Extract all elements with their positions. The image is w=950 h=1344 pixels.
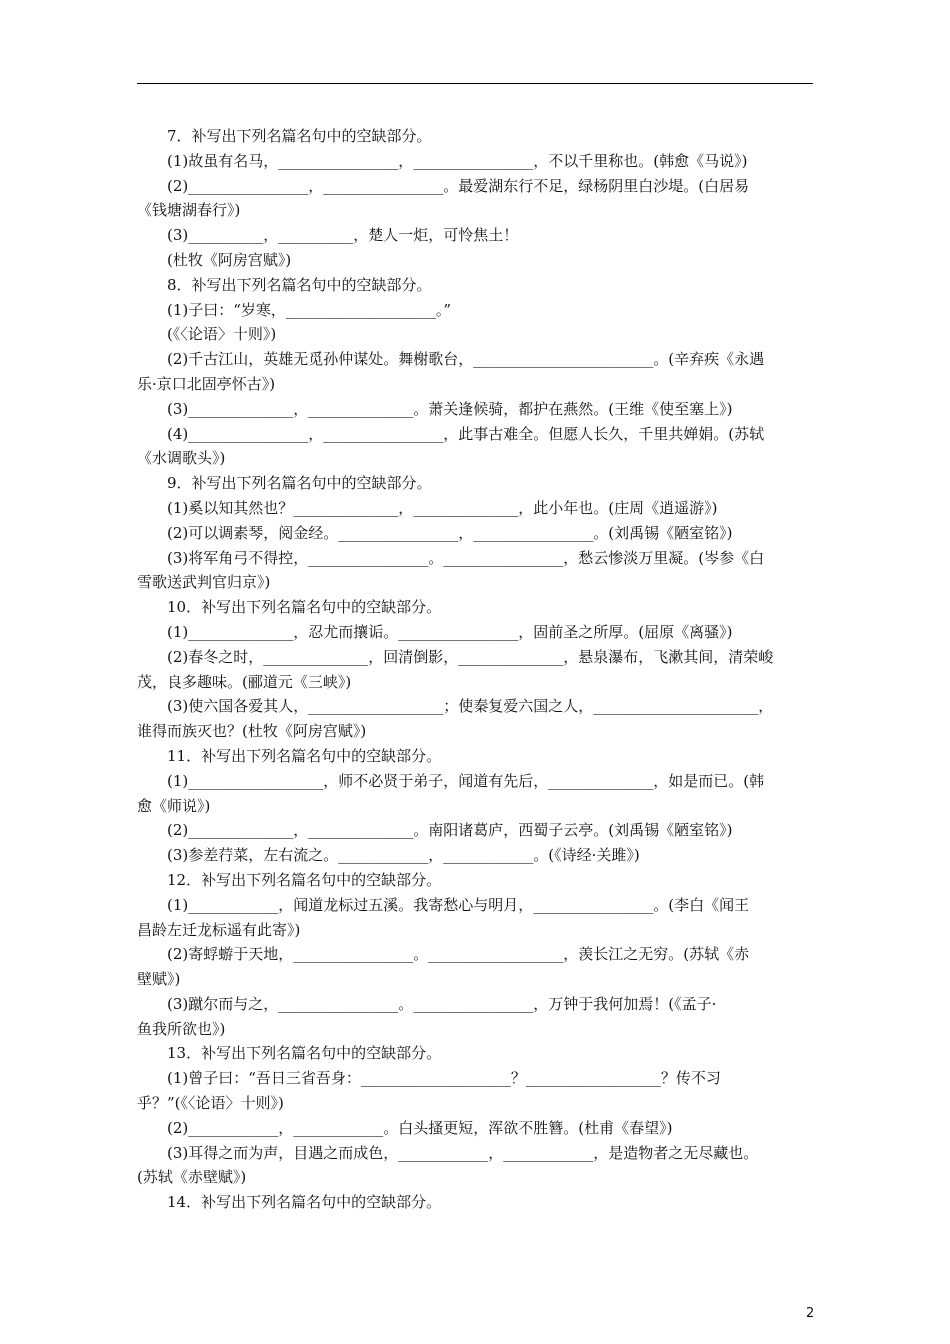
page-number: 2 — [806, 1306, 815, 1321]
text-line: (1)______________，忍尤而攘诟。________________，固前圣之所厚。(屈原《离骚》) — [167, 622, 733, 641]
text-line: (1)子曰：“岁寒，____________________。” — [167, 300, 452, 319]
text-line: (2)____________，____________。白头搔更短，浑欲不胜簪。(杜甫《春望》) — [167, 1118, 673, 1137]
text-line: (2)______________，______________。南阳诸葛庐，西蜀子云亭。(刘禹锡《陋室铭》) — [167, 821, 733, 840]
text-line: 13．补写出下列名篇名句中的空缺部分。 — [167, 1044, 442, 1063]
text-line: (苏轼《赤壁赋》) — [137, 1168, 247, 1187]
text-line: 昌龄左迁龙标遥有此寄》) — [137, 920, 301, 939]
text-line: (2)春冬之时，______________，回清倒影，______________，悬泉瀑布，飞漱其间，清荣峻 — [167, 647, 774, 666]
text-line: (2)可以调素琴，阅金经。________________，________________。(刘禹锡《陋室铭》) — [167, 523, 733, 542]
text-line: 《水调歌头》) — [137, 449, 226, 468]
text-line: (2)________________，________________。最爱湖东行不足，绿杨阴里白沙堤。(白居易 — [167, 176, 750, 195]
text-line: 14．补写出下列名篇名句中的空缺部分。 — [167, 1193, 442, 1212]
text-line: (1)奚以知其然也？______________，______________，此小年也。(庄周《逍遥游》) — [167, 498, 718, 517]
header-rule — [137, 83, 813, 84]
text-line: (2)寄蜉蝣于天地，________________。__________________，羡长江之无穷。(苏轼《赤 — [167, 945, 750, 964]
text-line: (3)__________，__________，楚人一炬，可怜焦土！ — [167, 226, 519, 245]
text-line: (1)故虽有名马，________________，________________，不以千里称也。(韩愈《马说》) — [167, 151, 748, 170]
text-line: (杜牧《阿房宫赋》) — [167, 250, 292, 269]
text-line: 10．补写出下列名篇名句中的空缺部分。 — [167, 598, 442, 617]
text-line: (3)蹴尔而与之，________________。________________，万钟于我何加焉！(《孟子· — [167, 994, 717, 1013]
text-line: (3)将军角弓不得控，________________。________________，愁云惨淡万里凝。(岑参《白 — [167, 548, 765, 567]
text-line: 7．补写出下列名篇名句中的空缺部分。 — [167, 127, 432, 145]
text-line: 11．补写出下列名篇名句中的空缺部分。 — [167, 746, 442, 765]
text-line: 9．补写出下列名篇名句中的空缺部分。 — [167, 474, 432, 493]
text-line: 愈《师说》) — [137, 796, 211, 815]
text-line: (1)____________，闻道龙标过五溪。我寄愁心与明月，________________。(李白《闻王 — [167, 895, 750, 914]
text-line: (3)______________，______________。萧关逢候骑，都护在燕然。(王维《使至塞上》) — [167, 399, 733, 418]
text-line: 《钱塘湖春行》) — [137, 201, 241, 220]
text-line: (1)__________________，师不必贤于弟子，闻道有先后，______________，如是而已。(韩 — [167, 771, 765, 790]
text-line: 壁赋》) — [137, 970, 181, 989]
text-line: 12．补写出下列名篇名句中的空缺部分。 — [167, 870, 442, 889]
text-line: 乐·京口北固亭怀古》) — [137, 374, 276, 393]
text-line: (《〈论语〉十则》) — [167, 325, 277, 344]
text-line: 8．补写出下列名篇名句中的空缺部分。 — [167, 275, 432, 294]
text-line: (2)千古江山，英雄无觅孙仲谋处。舞榭歌台，________________________。(辛弃疾《永遇 — [167, 350, 765, 369]
text-line: (3)使六国各爱其人，__________________；使秦复爱六国之人，______________________， — [167, 697, 774, 716]
text-line: 鱼我所欲也》) — [137, 1019, 226, 1038]
text-line: (1)曾子曰：“吾日三省吾身：____________________？__________________？传不习 — [167, 1069, 721, 1088]
text-line: (3)耳得之而为声，目遇之而成色，____________，____________，是造物者之无尽藏也。 — [167, 1143, 759, 1162]
text-line: 谁得而族灭也？(杜牧《阿房宫赋》) — [137, 722, 367, 741]
text-line: (4)________________，________________，此事古难全。但愿人长久，千里共婵娟。(苏轼 — [167, 424, 765, 443]
text-line: 雪歌送武判官归京》) — [137, 573, 271, 592]
text-line: 茂，良多趣味。(郦道元《三峡》) — [137, 672, 352, 691]
document-body — [137, 124, 815, 1215]
text-line: (3)参差荇菜，左右流之。____________，____________。(《诗经·关雎》) — [167, 846, 640, 865]
text-line: 乎？”(《〈论语〉十则》) — [137, 1094, 284, 1113]
